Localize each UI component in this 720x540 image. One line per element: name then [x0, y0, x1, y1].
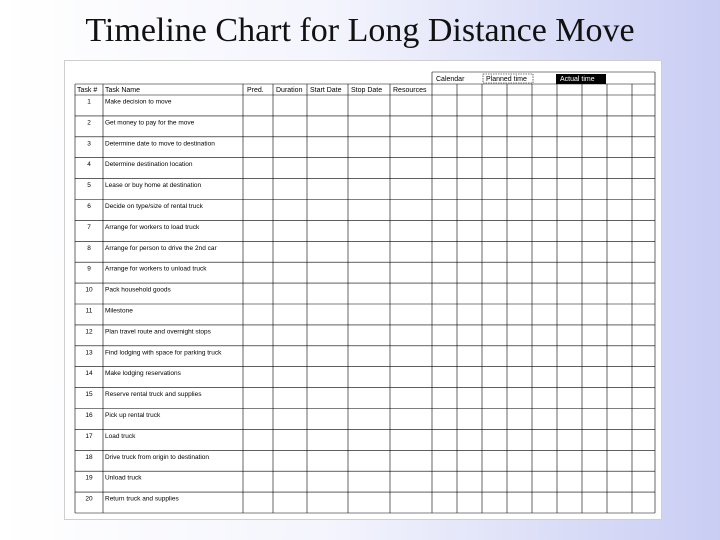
table-row: [87, 245, 217, 252]
task-name: Arrange for workers to load truck: [105, 223, 200, 231]
task-name: Determine destination location: [105, 161, 193, 169]
task-name: Pick up rental truck: [105, 412, 161, 419]
task-name: Lease or buy home at destination: [105, 182, 202, 190]
table-row: [86, 308, 134, 315]
task-number: 8: [87, 244, 91, 252]
task-name: Plan travel route and overnight stops: [105, 328, 211, 336]
task-name: Reserve rental truck and supplies: [105, 391, 202, 399]
task-number: 18: [85, 453, 93, 461]
task-number: 9: [87, 265, 91, 273]
task-number: 4: [87, 161, 91, 169]
header-duration: Duration: [276, 87, 303, 94]
legend-planned-time: Planned time: [486, 76, 527, 83]
task-number: 1: [87, 98, 91, 106]
task-rows: [85, 99, 222, 503]
table-row: [85, 370, 181, 377]
table-row: [87, 203, 203, 210]
header-resources: Resources: [393, 87, 427, 94]
task-number: 3: [87, 140, 91, 148]
task-name: Arrange for workers to unload truck: [105, 265, 207, 273]
task-name: Make decision to move: [105, 98, 172, 106]
task-number: 14: [85, 370, 93, 378]
slide-title: Timeline Chart for Long Distance Move: [85, 12, 635, 49]
table-row: [85, 287, 171, 294]
header-task-no: Task #: [77, 87, 98, 94]
table-row: [87, 266, 207, 273]
task-name: Arrange for person to drive the 2nd car: [105, 244, 217, 252]
task-name: Pack household goods: [105, 286, 171, 294]
table-row: [87, 182, 201, 189]
task-number: 7: [87, 223, 91, 231]
table-row: [87, 99, 172, 106]
legend-actual-time: Actual time: [560, 76, 595, 83]
task-number: 16: [85, 412, 93, 419]
header-task-name: Task Name: [105, 87, 141, 94]
task-number: 11: [85, 307, 93, 315]
task-name: Drive truck from origin to destination: [105, 453, 210, 461]
task-number: 5: [87, 182, 91, 190]
legend-calendar: Calendar: [436, 76, 465, 83]
table-row: [87, 140, 215, 147]
task-number: 15: [85, 391, 93, 399]
task-number: 6: [87, 203, 91, 210]
task-number: 17: [85, 432, 93, 440]
task-number: 19: [85, 474, 93, 482]
table-row: [85, 454, 209, 461]
task-number: 13: [85, 349, 93, 357]
task-number: 20: [85, 495, 93, 503]
timeline-sheet: [64, 60, 662, 520]
table-row: [87, 119, 194, 126]
table-row: [85, 328, 211, 335]
task-number: 12: [85, 328, 93, 336]
task-name: Get money to pay for the move: [105, 119, 195, 127]
header-stop-date: Stop Date: [351, 87, 383, 94]
table-row: [85, 412, 161, 419]
table-row: [85, 349, 222, 356]
task-name: Return truck and supplies: [105, 495, 179, 503]
task-number: 10: [85, 286, 93, 294]
task-name: Make lodging reservations: [105, 370, 181, 378]
task-name: Decide on type/size of rental truck: [105, 203, 203, 210]
table-row: [85, 433, 136, 440]
header-start-date: Start Date: [310, 87, 342, 94]
table-row: [85, 496, 179, 503]
task-name: Find lodging with space for parking truck: [105, 349, 222, 357]
timeline-table: [65, 61, 661, 519]
task-number: 2: [87, 119, 91, 127]
header-pred: Pred.: [247, 87, 264, 94]
task-name: Unload truck: [105, 474, 142, 482]
task-name: Load truck: [105, 432, 136, 440]
table-row: [85, 475, 142, 482]
table-row: [87, 224, 200, 231]
task-name: Determine date to move to destination: [105, 140, 215, 148]
task-name: Milestone: [105, 307, 133, 315]
